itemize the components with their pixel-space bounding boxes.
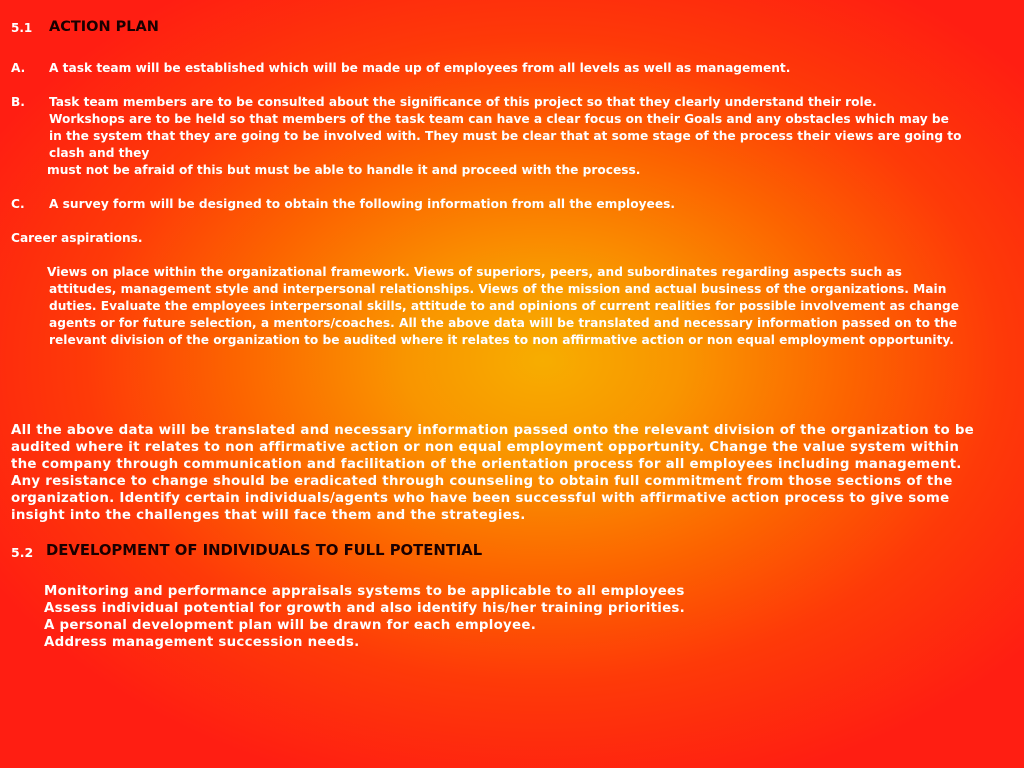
item-text: Workshops are to be held so that members of the task team can have a clear focus on their Goals and any obstacles which may be [49, 112, 949, 126]
paragraph-line: the company through communication and facilitation of the orientation process for all employees including management. [11, 457, 962, 472]
paragraph-line: audited where it relates to non affirmative action or non equal employment opportunity. Change the value system within [11, 440, 960, 455]
item-text-continued: must not be afraid of this but must be able to handle it and proceed with the process. [47, 163, 641, 177]
list-item: Assess individual potential for growth and also identify his/her training priorities. [44, 601, 685, 616]
paragraph-line: Any resistance to change should be eradicated through counseling to obtain full commitment from those sections of the [11, 474, 953, 489]
career-heading: Career aspirations. [11, 231, 143, 245]
item-label: C. [11, 197, 25, 211]
item-text: clash and they [49, 146, 150, 160]
item-label: A. [11, 61, 26, 75]
item-text: A task team will be established which will be made up of employees from all levels as well as management. [49, 61, 791, 75]
paragraph-line: agents or for future selection, a mentors/coaches. All the above data will be translated and necessary information passed on to the [49, 316, 957, 330]
list-item: Address management succession needs. [44, 635, 360, 650]
item-text: A survey form will be designed to obtain the following information from all the employees. [49, 197, 675, 211]
paragraph-line: organization. Identify certain individuals/agents who have been successful with affirmative action process to give some [11, 491, 950, 506]
list-item: A personal development plan will be drawn for each employee. [44, 618, 537, 633]
paragraph-line: duties. Evaluate the employees interpersonal skills, attitude to and opinions of current realities for possible involvement as change [49, 299, 960, 313]
paragraph-line: relevant division of the organization to be audited where it relates to non affirmative action or non equal employment opportunity. [49, 333, 954, 347]
paragraph-line: All the above data will be translated and necessary information passed onto the relevant division of the organization to be [11, 423, 975, 438]
section-title: DEVELOPMENT OF INDIVIDUALS TO FULL POTENTIAL [46, 542, 483, 559]
paragraph-line: attitudes, management style and interpersonal relationships. Views of the mission and actual business of the organizations. Main [49, 282, 947, 296]
item-label: B. [11, 95, 25, 109]
item-text: in the system that they are going to be involved with. They must be clear that at some stage of the process their views are going to [49, 129, 962, 143]
section-number: 5.2 [11, 545, 34, 560]
section-title: ACTION PLAN [49, 19, 159, 35]
section-number: 5.1 [11, 21, 33, 35]
item-text: Task team members are to be consulted about the significance of this project so that they clearly understand their role. [49, 95, 877, 109]
paragraph-line: Views on place within the organizational framework. Views of superiors, peers, and subordinates regarding aspects such as [47, 265, 902, 279]
paragraph-line: insight into the challenges that will face them and the strategies. [11, 508, 526, 523]
list-item: Monitoring and performance appraisals systems to be applicable to all employees [44, 584, 685, 599]
